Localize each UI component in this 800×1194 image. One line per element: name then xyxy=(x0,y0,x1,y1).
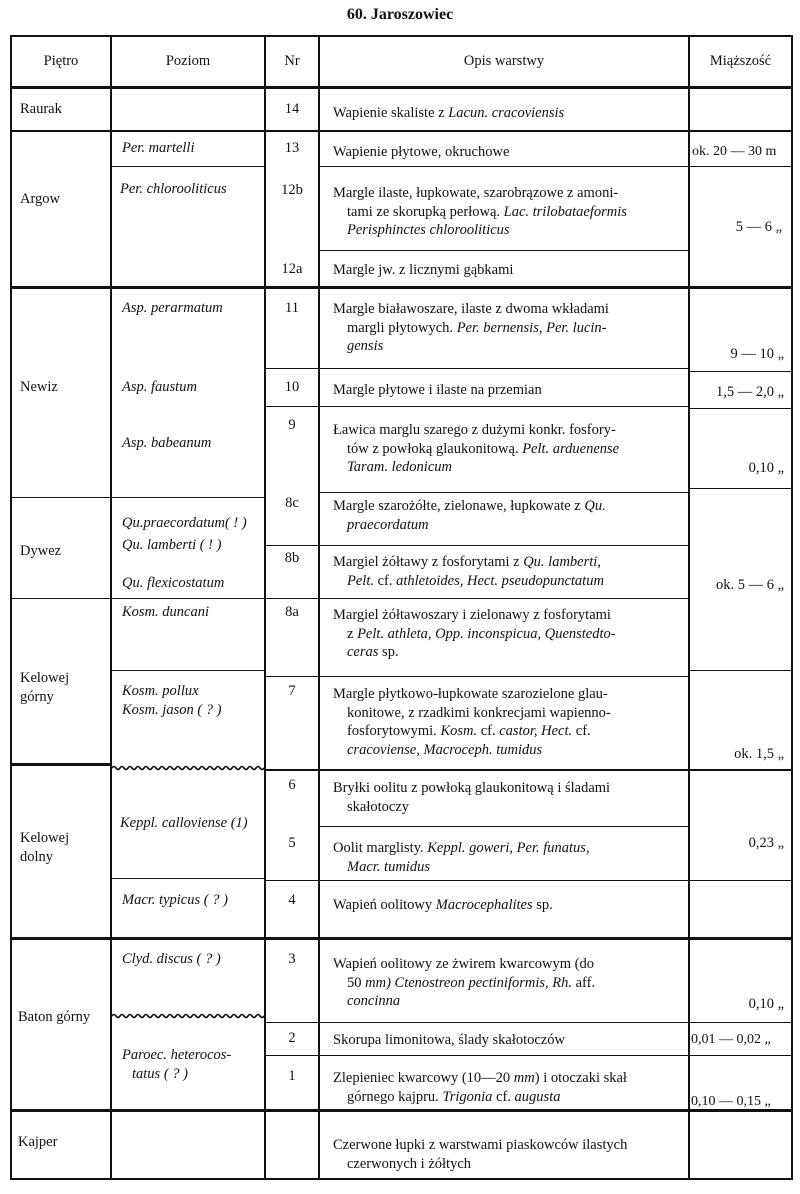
nr-13: 13 xyxy=(284,140,300,156)
desc-1: Zlepieniec kwarcowy (10—20 mm) i otoczaki skał górnego kajpru. Trigonia cf. augusta xyxy=(333,1070,627,1105)
thickness-8: ok. 5 — 6 „ xyxy=(715,577,784,593)
nr-14: 14 xyxy=(284,101,300,117)
desc-13: Wapienie płytowe, okruchowe xyxy=(333,144,510,160)
stage-kelowej-gorny: Kelowej xyxy=(20,670,70,686)
nr-9: 9 xyxy=(288,417,296,433)
thickness-10: 1,5 — 2,0 „ xyxy=(715,384,784,400)
nr-8c: 8c xyxy=(285,495,299,511)
thickness-12: 5 — 6 „ xyxy=(735,219,782,235)
nr-12a: 12a xyxy=(281,261,303,277)
nr-7: 7 xyxy=(288,683,296,699)
desc-9: Ławica marglu szarego z dużymi konkr. fosfory- tów z powłoką glaukonitową. Pelt. arduenense Taram. ledonicum xyxy=(333,422,620,475)
level-qu-praecordatum: Qu.praecordatum( ! ) xyxy=(122,515,247,531)
stage-kelowej-dolny-2: dolny xyxy=(20,849,54,865)
desc-14: Wapienie skaliste z Lacun. cracoviensis xyxy=(333,105,565,121)
nr-8a: 8a xyxy=(285,604,299,620)
desc-11: Margle białawoszare, ilaste z dwoma wkładami margli płytowych. Per. bernensis, Per. lucin- gensis xyxy=(333,301,609,354)
thickness-13: ok. 20 — 30 m xyxy=(692,144,777,159)
nr-4: 4 xyxy=(288,892,296,908)
stage-baton-gorny: Baton górny xyxy=(18,1009,91,1025)
stage-dywez: Dywez xyxy=(20,543,62,559)
nr-10: 10 xyxy=(284,379,300,395)
thickness-2: 0,01 — 0,02 „ xyxy=(691,1032,771,1047)
header-nr: Nr xyxy=(284,53,300,69)
stage-raurak: Raurak xyxy=(20,101,62,117)
desc-7: Margle płytkowo-łupkowate szarozielone glau- konitowe, z rzadkimi konkrecjami wapienno- fosforytowymi. Kosm. cf. castor, Hect. cf. cracoviense, Macroceph. tumidus xyxy=(333,686,611,758)
page-title: 60. Jaroszowiec xyxy=(346,6,454,23)
header-thickness: Miąższość xyxy=(709,53,772,69)
desc-12a: Margle jw. z licznymi gąbkami xyxy=(333,262,514,278)
desc-8c: Margle szarożółte, zielonawe, łupkowate z Qu. praecordatum xyxy=(333,498,606,533)
thickness-3: 0,10 „ xyxy=(748,996,784,1012)
header-level: Poziom xyxy=(165,53,211,69)
level-kosm-pollux: Kosm. pollux xyxy=(122,683,199,699)
thickness-6: 0,23 „ xyxy=(748,835,784,851)
nr-11: 11 xyxy=(285,300,299,316)
desc-3: Wapień oolitowy ze żwirem kwarcowym (do 50 mm) Ctenostreon pectiniformis, Rh. aff. concinna xyxy=(333,956,596,1009)
level-qu-lamberti: Qu. lamberti ( ! ) xyxy=(122,537,222,553)
unconformity-line-kelowej xyxy=(112,764,264,772)
stage-kajper: Kajper xyxy=(18,1134,58,1150)
stage-argow: Argow xyxy=(20,191,61,207)
unconformity-line-baton xyxy=(112,1012,264,1020)
level-paroec-heterocostatus: Paroec. heterocos- xyxy=(122,1047,232,1063)
stage-kelowej-dolny: Kelowej xyxy=(20,830,70,846)
header-description: Opis warstwy xyxy=(463,53,545,69)
thickness-7: ok. 1,5 „ xyxy=(734,746,784,762)
nr-2: 2 xyxy=(288,1030,296,1046)
nr-8b: 8b xyxy=(284,550,300,566)
level-qu-flexicostatum: Qu. flexicostatum xyxy=(122,575,225,591)
level-clyd-discus: Clyd. discus ( ? ) xyxy=(122,951,221,967)
level-asp-perarmatum: Asp. perarmatum xyxy=(122,300,223,316)
level-keppl-calloviense: Keppl. calloviense (1) xyxy=(120,815,248,831)
nr-12b: 12b xyxy=(281,182,303,198)
level-per-chloroolitic: Per. chloroolitic​us xyxy=(120,181,227,197)
level-asp-babeanum: Asp. babeanum xyxy=(122,435,212,451)
desc-8a: Margiel żółtawoszary i zielonawy z fosforytami z Pelt. athleta, Opp. inconspicua, Quenstedto- ceras sp. xyxy=(333,607,616,660)
level-paroec-heterocostatus-2: tatus ( ? ) xyxy=(132,1066,188,1082)
thickness-11: 9 — 10 „ xyxy=(730,346,784,362)
desc-5: Oolit marglisty. Keppl. goweri, Per. funatus, Macr. tumidus xyxy=(333,840,590,875)
desc-6: Bryłki oolitu z powłoką glaukonitową i śladami skałotoczy xyxy=(333,780,611,815)
thickness-9: 0,10 „ xyxy=(748,460,784,476)
desc-12b: Margle ilaste, łupkowate, szarobrązowe z amoni- tami ze skorupką perłową. Lac. trilobataeformis Perisphinctes chloroolitic​us xyxy=(333,185,627,238)
desc-10: Margle płytowe i ilaste na przemian xyxy=(333,382,542,398)
level-macr-typicus: Macr. typicus ( ? ) xyxy=(122,892,228,908)
level-kosm-duncani: Kosm. duncani xyxy=(122,604,209,620)
level-per-martelli: Per. martelli xyxy=(122,140,195,156)
level-kosm-jason: Kosm. jason ( ? ) xyxy=(122,702,222,718)
stage-newiz: Newiz xyxy=(20,379,58,395)
header-stage: Piętro xyxy=(43,53,79,69)
nr-6: 6 xyxy=(288,777,296,793)
desc-kajper: Czerwone łupki z warstwami piaskowców ilastych czerwonych i żółtych xyxy=(333,1137,628,1172)
desc-8b: Margiel żółtawy z fosforytami z Qu. lamberti, Pelt. cf. athletoides, Hect. pseudopunctatum xyxy=(333,554,604,589)
nr-3: 3 xyxy=(288,951,296,967)
desc-2: Skorupa limonitowa, ślady skałotoczów xyxy=(333,1032,565,1048)
desc-4: Wapień oolitowy Macrocephalites sp. xyxy=(333,897,553,913)
nr-5: 5 xyxy=(288,835,296,851)
nr-1: 1 xyxy=(288,1068,296,1084)
thickness-1: 0,10 — 0,15 „ xyxy=(691,1094,771,1109)
level-asp-faustum: Asp. faustum xyxy=(122,379,197,395)
stage-kelowej-gorny-2: górny xyxy=(20,689,54,705)
